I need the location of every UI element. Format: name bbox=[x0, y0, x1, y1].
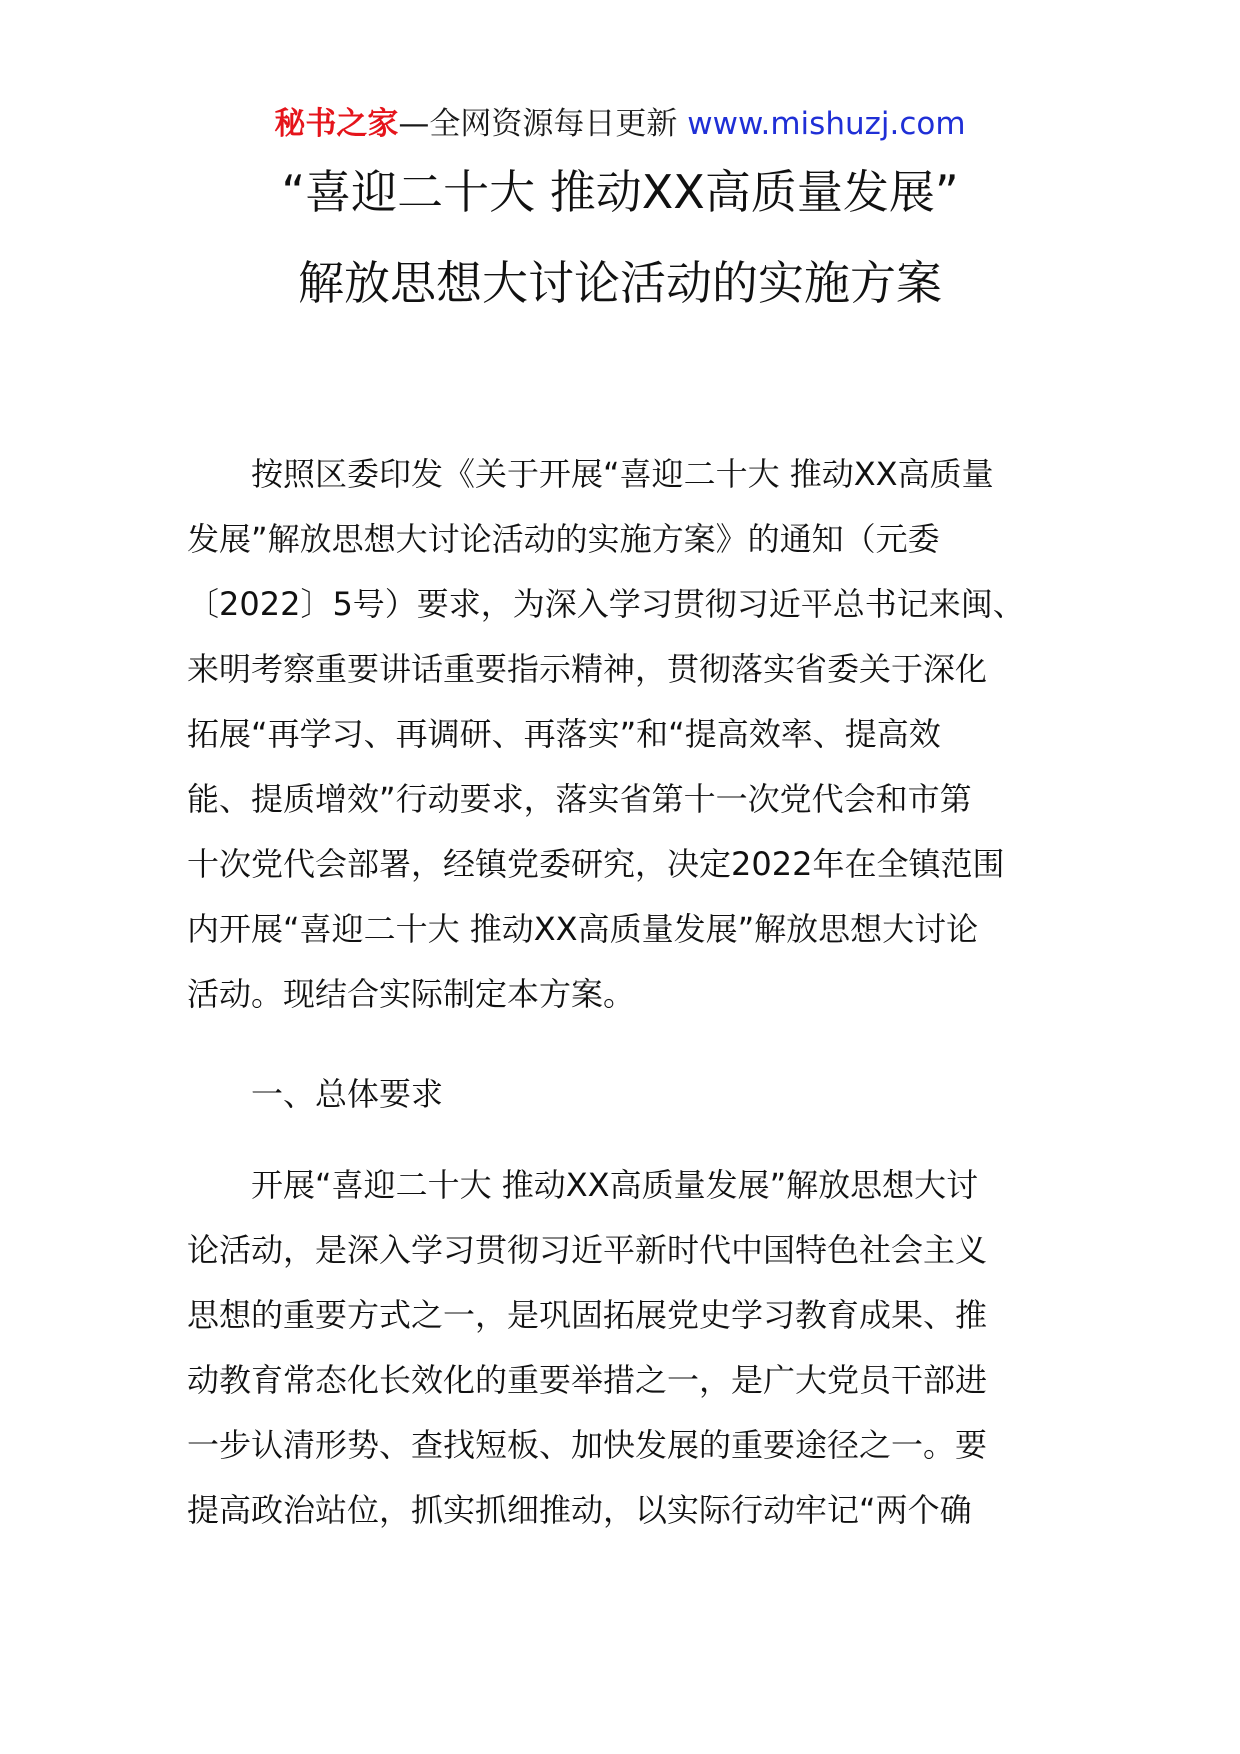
paragraph-line: 动教育常态化长效化的重要举措之一，是广大党员干部进 bbox=[187, 1361, 988, 1399]
paragraph-line: 十次党代会部署，经镇党委研究，决定2022年在全镇范围 bbox=[187, 845, 1005, 883]
site-tagline: —全网资源每日更新 bbox=[398, 106, 678, 142]
paragraph-line: 内开展“喜迎二十大 推动XX高质量发展”解放思想大讨论 bbox=[187, 910, 979, 948]
paragraph-line: 来明考察重要讲话重要指示精神，贯彻落实省委关于深化 bbox=[187, 650, 988, 688]
paragraph-line: 发展”解放思想大讨论活动的实施方案》的通知（元委 bbox=[187, 520, 940, 558]
paragraph-line: 论活动，是深入学习贯彻习近平新时代中国特色社会主义 bbox=[187, 1231, 988, 1269]
paragraph-line: 活动。现结合实际制定本方案。 bbox=[187, 975, 636, 1013]
site-brand: 秘书之家 bbox=[274, 106, 399, 142]
section-heading-1 bbox=[187, 1062, 1067, 1127]
paragraph-line: 开展“喜迎二十大 推动XX高质量发展”解放思想大讨 bbox=[187, 1166, 979, 1204]
site-header bbox=[0, 102, 1240, 146]
site-url-link[interactable]: www.mishuzj.com bbox=[687, 106, 966, 142]
paragraph-line: 〔2022〕5号）要求，为深入学习贯彻习近平总书记来闽、 bbox=[187, 585, 1025, 623]
paragraph-general-requirements bbox=[187, 1153, 1067, 1543]
paragraph-line: 按照区委印发《关于开展“喜迎二十大 推动XX高质量 bbox=[187, 455, 994, 493]
document-title-line-2: 解放思想大讨论活动的实施方案 bbox=[298, 256, 942, 310]
paragraph-line: 思想的重要方式之一，是巩固拓展党史学习教育成果、推 bbox=[187, 1296, 988, 1334]
paragraph-line: 一步认清形势、查找短板、加快发展的重要途径之一。要 bbox=[187, 1426, 988, 1464]
document-title-line-1: “喜迎二十大 推动XX高质量发展” bbox=[281, 165, 959, 219]
paragraph-line: 提高政治站位，抓实抓细推动，以实际行动牢记“两个确 bbox=[187, 1491, 972, 1529]
paragraph-line: 拓展“再学习、再调研、再落实”和“提高效率、提高效 bbox=[187, 715, 941, 753]
section-heading-text: 一、总体要求 bbox=[187, 1075, 444, 1113]
paragraph-line: 能、提质增效”行动要求，落实省第十一次党代会和市第 bbox=[187, 780, 972, 818]
paragraph-intro bbox=[187, 442, 1067, 1027]
